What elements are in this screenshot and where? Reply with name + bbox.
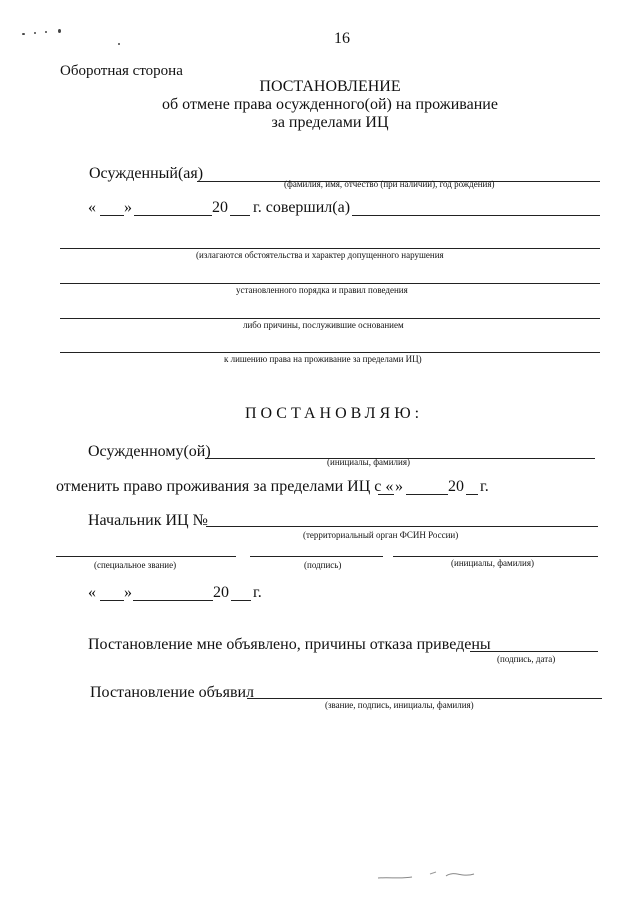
violation-hint-1: (излагаются обстоятельства и характер допущенного нарушения bbox=[196, 250, 444, 260]
to-convict-hint: (инициалы, фамилия) bbox=[327, 457, 410, 467]
cancel-year-suffix: г. bbox=[480, 478, 489, 495]
scan-speck bbox=[118, 43, 120, 45]
year-prefix: 20 bbox=[212, 199, 228, 216]
cancel-year-prefix: 20 bbox=[448, 478, 464, 495]
decree-heading: ПОСТАНОВЛЯЮ: bbox=[245, 405, 424, 422]
announcer-hint: (звание, подпись, инициалы, фамилия) bbox=[325, 700, 474, 710]
violation-field[interactable] bbox=[352, 215, 600, 216]
head-label: Начальник ИЦ № bbox=[88, 512, 208, 529]
date-close-quote: » bbox=[124, 199, 132, 216]
violation-hint-2: установленного порядка и правил поведения bbox=[236, 285, 408, 295]
date-open-quote: « bbox=[88, 199, 96, 216]
cancel-text: отменить право проживания за пределами ИЦ с « bbox=[56, 478, 394, 495]
date2-year-field[interactable] bbox=[231, 600, 251, 601]
document-subtitle-2: за пределами ИЦ bbox=[271, 114, 389, 131]
cancel-close-quote: » bbox=[395, 478, 403, 495]
violation-line-4[interactable] bbox=[60, 352, 600, 353]
rank-field[interactable] bbox=[56, 556, 236, 557]
scan-marks bbox=[370, 862, 490, 884]
date2-day-field[interactable] bbox=[100, 600, 124, 601]
violation-hint-3: либо причины, послужившие основанием bbox=[243, 320, 404, 330]
violation-line-2[interactable] bbox=[60, 283, 600, 284]
signature-field[interactable] bbox=[250, 556, 383, 557]
date2-close-quote: » bbox=[124, 584, 132, 601]
head-field[interactable] bbox=[206, 526, 598, 527]
scan-speck bbox=[58, 29, 61, 33]
scan-speck bbox=[34, 32, 36, 34]
document-subtitle: об отмене права осужденного(ой) на проживание bbox=[162, 96, 498, 113]
announced-text: Постановление мне объявлено, причины отказа приведены bbox=[88, 636, 491, 653]
violation-hint-4: к лишению права на проживание за пределами ИЦ) bbox=[224, 354, 422, 364]
violation-line-3[interactable] bbox=[60, 318, 600, 319]
date2-month-field[interactable] bbox=[133, 600, 213, 601]
announcer-text: Постановление объявил bbox=[90, 684, 255, 701]
to-convict-label: Осужденному(ой) bbox=[88, 443, 211, 460]
head-hint: (территориальный орган ФСИН России) bbox=[303, 530, 459, 540]
committed-label: г. совершил(а) bbox=[253, 199, 351, 216]
document-title: ПОСТАНОВЛЕНИЕ bbox=[259, 78, 401, 95]
violation-line-1[interactable] bbox=[60, 248, 600, 249]
rank-hint: (специальное звание) bbox=[94, 560, 177, 570]
signature-hint: (подпись) bbox=[304, 560, 342, 570]
date2-year-suffix: г. bbox=[253, 584, 262, 601]
announced-signature-field[interactable] bbox=[470, 651, 598, 652]
announcer-field[interactable] bbox=[247, 698, 602, 699]
convict-hint: (фамилия, имя, отчество (при наличии), год рождения) bbox=[284, 179, 495, 189]
name-hint: (инициалы, фамилия) bbox=[451, 558, 534, 568]
cancel-month-field[interactable] bbox=[406, 494, 448, 495]
side-label: Оборотная сторона bbox=[60, 63, 183, 79]
convict-label: Осужденный(ая) bbox=[89, 165, 204, 182]
date2-year-prefix: 20 bbox=[213, 584, 229, 601]
scan-speck bbox=[45, 31, 47, 33]
cancel-day-field[interactable] bbox=[378, 494, 394, 495]
page-number: 16 bbox=[334, 30, 350, 47]
day-field[interactable] bbox=[100, 215, 124, 216]
date2-open-quote: « bbox=[88, 584, 96, 601]
month-field[interactable] bbox=[134, 215, 212, 216]
cancel-year-field[interactable] bbox=[466, 494, 478, 495]
year-field[interactable] bbox=[230, 215, 250, 216]
scan-speck bbox=[22, 33, 25, 35]
announced-hint: (подпись, дата) bbox=[497, 654, 556, 664]
name-field[interactable] bbox=[393, 556, 598, 557]
